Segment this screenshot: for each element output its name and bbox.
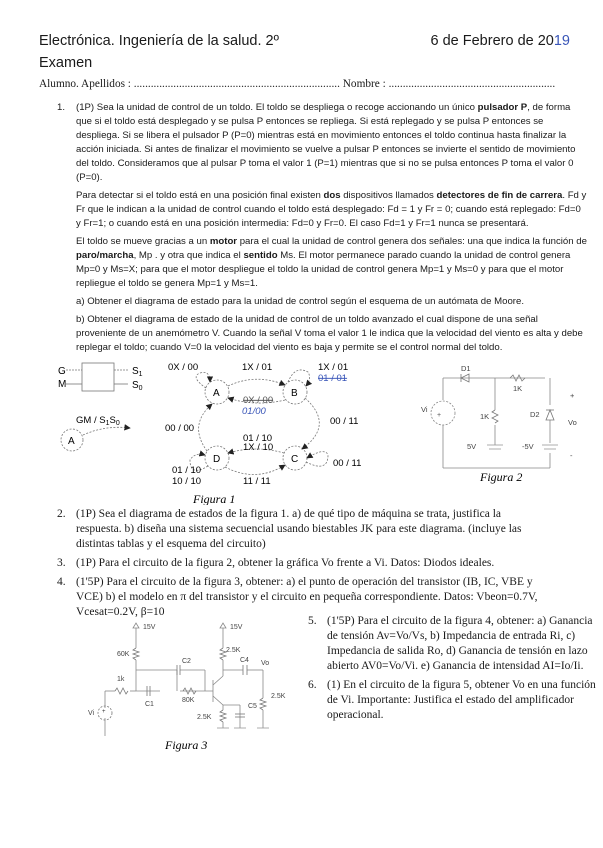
label-1k: 1k: [117, 676, 125, 683]
question-1-paragraph: (1P) Sea la unidad de control de un toldo. El toldo se despliega o recoge accionando un único pulsador P, de forma que si el toldo está desplegado y se pulsa P entonces se repliega. Si está replegado y se pulsa P entonces se despliega. Si se libera el pulsador P (P=0) mientras está en movimiento entonces el toldo continua hasta finalizar la acción iniciada. Si antes de finalizar el movimiento se vuelve a pulsar P entonces se invierte el sentido de movimiento del toldo. Consideramos que al pulsar P toma el valor 1 (P=1) mientras que si no se pulsa entonces P toma el valor 0 (P=0).: [76, 102, 576, 183]
label-d-c: 11 / 11: [243, 476, 271, 487]
question-5: [308, 614, 598, 674]
question-number: 4.: [57, 576, 66, 588]
label-rl: 2.5K: [271, 693, 286, 700]
state-b: B: [291, 388, 298, 399]
question-1-paragraph: b) Obtener el diagrama de estado de la unidad de control de un toldo avanzado el cual dispone de una señal proveniente de un anemómetro V. Cuando la señal V toma el valor 1 le indica que la velocidad del viento es alta y debe replegar el toldo; cuando V=0 la velocidad del viento es baja y permite se el control normal del toldo.: [76, 314, 583, 353]
label-c1: C1: [145, 701, 154, 708]
label-c-d-1: 01 / 10: [243, 433, 273, 444]
label-c2: C2: [182, 658, 191, 665]
label-b-a-struck: 0X / 00: [243, 395, 274, 406]
label-a-b: 1X / 01: [242, 362, 273, 373]
output-s0: $S_0$: [132, 380, 143, 392]
legend: [61, 415, 130, 451]
question-text: (1'5P) Para el circuito de la figura 4, obtener: a) Ganancia de tensión Av=Vo/Vs, b) Impedancia de entrada Ri, c) Impedancia de salida Ro, d) Ganancia de tensión en lazo abierto AV0=Vo/Vi. e) Ganancia de intensidad AI=Io/Ii.: [327, 615, 593, 672]
resistor-shunt: [492, 410, 498, 423]
question-1-paragraph: a) Obtener el diagrama de estado para la unidad de control según el esquema de un autómata de Moore.: [76, 296, 525, 307]
label-d-d-1: 01 / 10: [172, 465, 202, 476]
question-6: [308, 678, 598, 723]
label-d2: D2: [530, 410, 540, 419]
figure-3-transistor-circuit: [85, 618, 300, 753]
question-3: [57, 556, 547, 571]
label-r-shunt: 1K: [480, 412, 490, 421]
label-rc: 2.5K: [226, 647, 241, 654]
label-15v-2: 15V: [230, 624, 243, 631]
exam-label: Examen: [39, 55, 93, 71]
questions-5-6: [308, 614, 598, 727]
input-m: M: [58, 379, 67, 390]
label-vo: Vo: [568, 418, 577, 427]
label-c5: C5: [248, 703, 257, 710]
question-2: [57, 507, 547, 552]
label-d1: D1: [461, 365, 471, 373]
label-5v: 5V: [467, 442, 477, 451]
label-vi: Vi: [421, 405, 428, 414]
diode-d2: [546, 410, 554, 420]
state-d: D: [213, 454, 221, 465]
label-c-c: 00 / 11: [333, 458, 362, 469]
transition-labels: [165, 362, 361, 487]
question-1-paragraph: Para detectar si el toldo está en una posición final existen dos dispositivos llamados detectores de fin de carrera. Fd y Fr que le indican a la unidad de control cuando el toldo está desplegado: Fd = 1 y Fr = 0; cuando está replegado: Fd=0 y Fr=1; o cuando está en una posición intermedia: Fd=0 y Fr=0. El caso Fd=1 y Fr=1 nunca se presentará.: [76, 190, 587, 229]
question-number: 2.: [57, 508, 66, 520]
output-s1: $S_1$: [132, 366, 143, 378]
question-text: (1) En el circuito de la figura 5, obtener Vo en una función de Vi. Importante: Justifica el estado del amplificador operacional.: [327, 679, 596, 721]
label-vi: Vi: [88, 710, 95, 717]
question-number: 5.: [308, 615, 317, 627]
label-b-b-struck: 01 / 01: [318, 373, 348, 384]
legend-label: GM / $S_1S_0$: [76, 415, 120, 427]
question-number: 1.: [57, 102, 66, 113]
block-diagram: [58, 363, 143, 392]
label-b-c: 00 / 11: [330, 416, 359, 427]
figure-3-caption: Figura 3: [165, 738, 208, 752]
question-1-paragraph: El toldo se mueve gracias a un motor para el cual la unidad de control genera dos señales: una que indica la función de paro/marcha, Mp . y otra que indica el sentido Ms. El motor permanece parado cuando la unidad de control genera Mp=0 y Ms=X; para que el motor despliegue el toldo la unidad de control genera Mp=1 y Ms=0 y para que el motor repliegue el toldo se genera Mp=1 y Ms=1.: [76, 236, 587, 289]
label-b-a-handwritten: 01/00: [242, 406, 266, 417]
label-b-b: 1X / 01: [318, 362, 349, 373]
state-a: A: [213, 388, 220, 399]
label-15v-1: 15V: [143, 624, 156, 631]
question-1-body: [76, 101, 587, 355]
label-re: 2.5K: [197, 714, 212, 721]
question-text: (1P) Para el circuito de la figura 2, obtener la gráfica Vo frente a Vi. Datos: Diodos ideales.: [76, 557, 495, 569]
figure-2-diode-circuit: [395, 365, 595, 485]
question-number: 3.: [57, 557, 66, 569]
figure-1-state-diagram: [50, 355, 385, 505]
label-vo: Vo: [261, 660, 270, 667]
svg-text:+: +: [437, 412, 442, 419]
label-minus: -: [570, 451, 573, 460]
label-c4: C4: [240, 657, 249, 664]
figure-2-caption: Figura 2: [480, 470, 523, 484]
label-r-series: 1K: [513, 384, 523, 393]
legend-state: A: [68, 436, 75, 447]
student-name-line: Alumno. Apellidos : ......................................................................... Nombre : ...........................................................: [39, 78, 556, 90]
exam-date: [431, 33, 570, 49]
label-a-a: 0X / 00: [168, 362, 199, 373]
label-80k: 80K: [182, 697, 195, 704]
course-title: Electrónica. Ingeniería de la salud. 2º: [39, 33, 279, 49]
question-number: 6.: [308, 679, 317, 691]
label-d-d-2: 10 / 10: [172, 476, 202, 487]
state-c: C: [291, 454, 299, 465]
figure-1-caption: Figura 1: [193, 492, 236, 505]
date-year-handwritten: 19: [553, 33, 570, 49]
question-text: (1'5P) Para el circuito de la figura 3, obtener: a) el punto de operación del transistor (IB, IC, VBE y VCE) b) el modelo en π del transistor y el circuito en pequeña correspondiente. Datos: Vbeon=0.7V, Vcesat=0.2V, β=10: [76, 576, 538, 618]
question-text: (1P) Sea el diagrama de estados de la figura 1. a) de qué tipo de máquina se trata, justifica la respuesta. b) diseña una sistema secuencial usando biestables JK para este diagrama. (incluye las distintas tablas y el esquema del circuito): [76, 508, 522, 550]
input-g: G: [58, 366, 66, 377]
label-c-d-2: 1X / 10: [243, 442, 274, 453]
label-d-a: 00 / 00: [165, 423, 195, 434]
label-minus-5v: -5V: [522, 442, 534, 451]
questions-2-4: [57, 507, 547, 624]
svg-text:+: +: [102, 709, 106, 715]
label-60k: 60K: [117, 651, 130, 658]
date-text: 6 de Febrero de 20: [430, 33, 554, 49]
label-plus: +: [570, 391, 575, 400]
question-1: [57, 101, 587, 359]
